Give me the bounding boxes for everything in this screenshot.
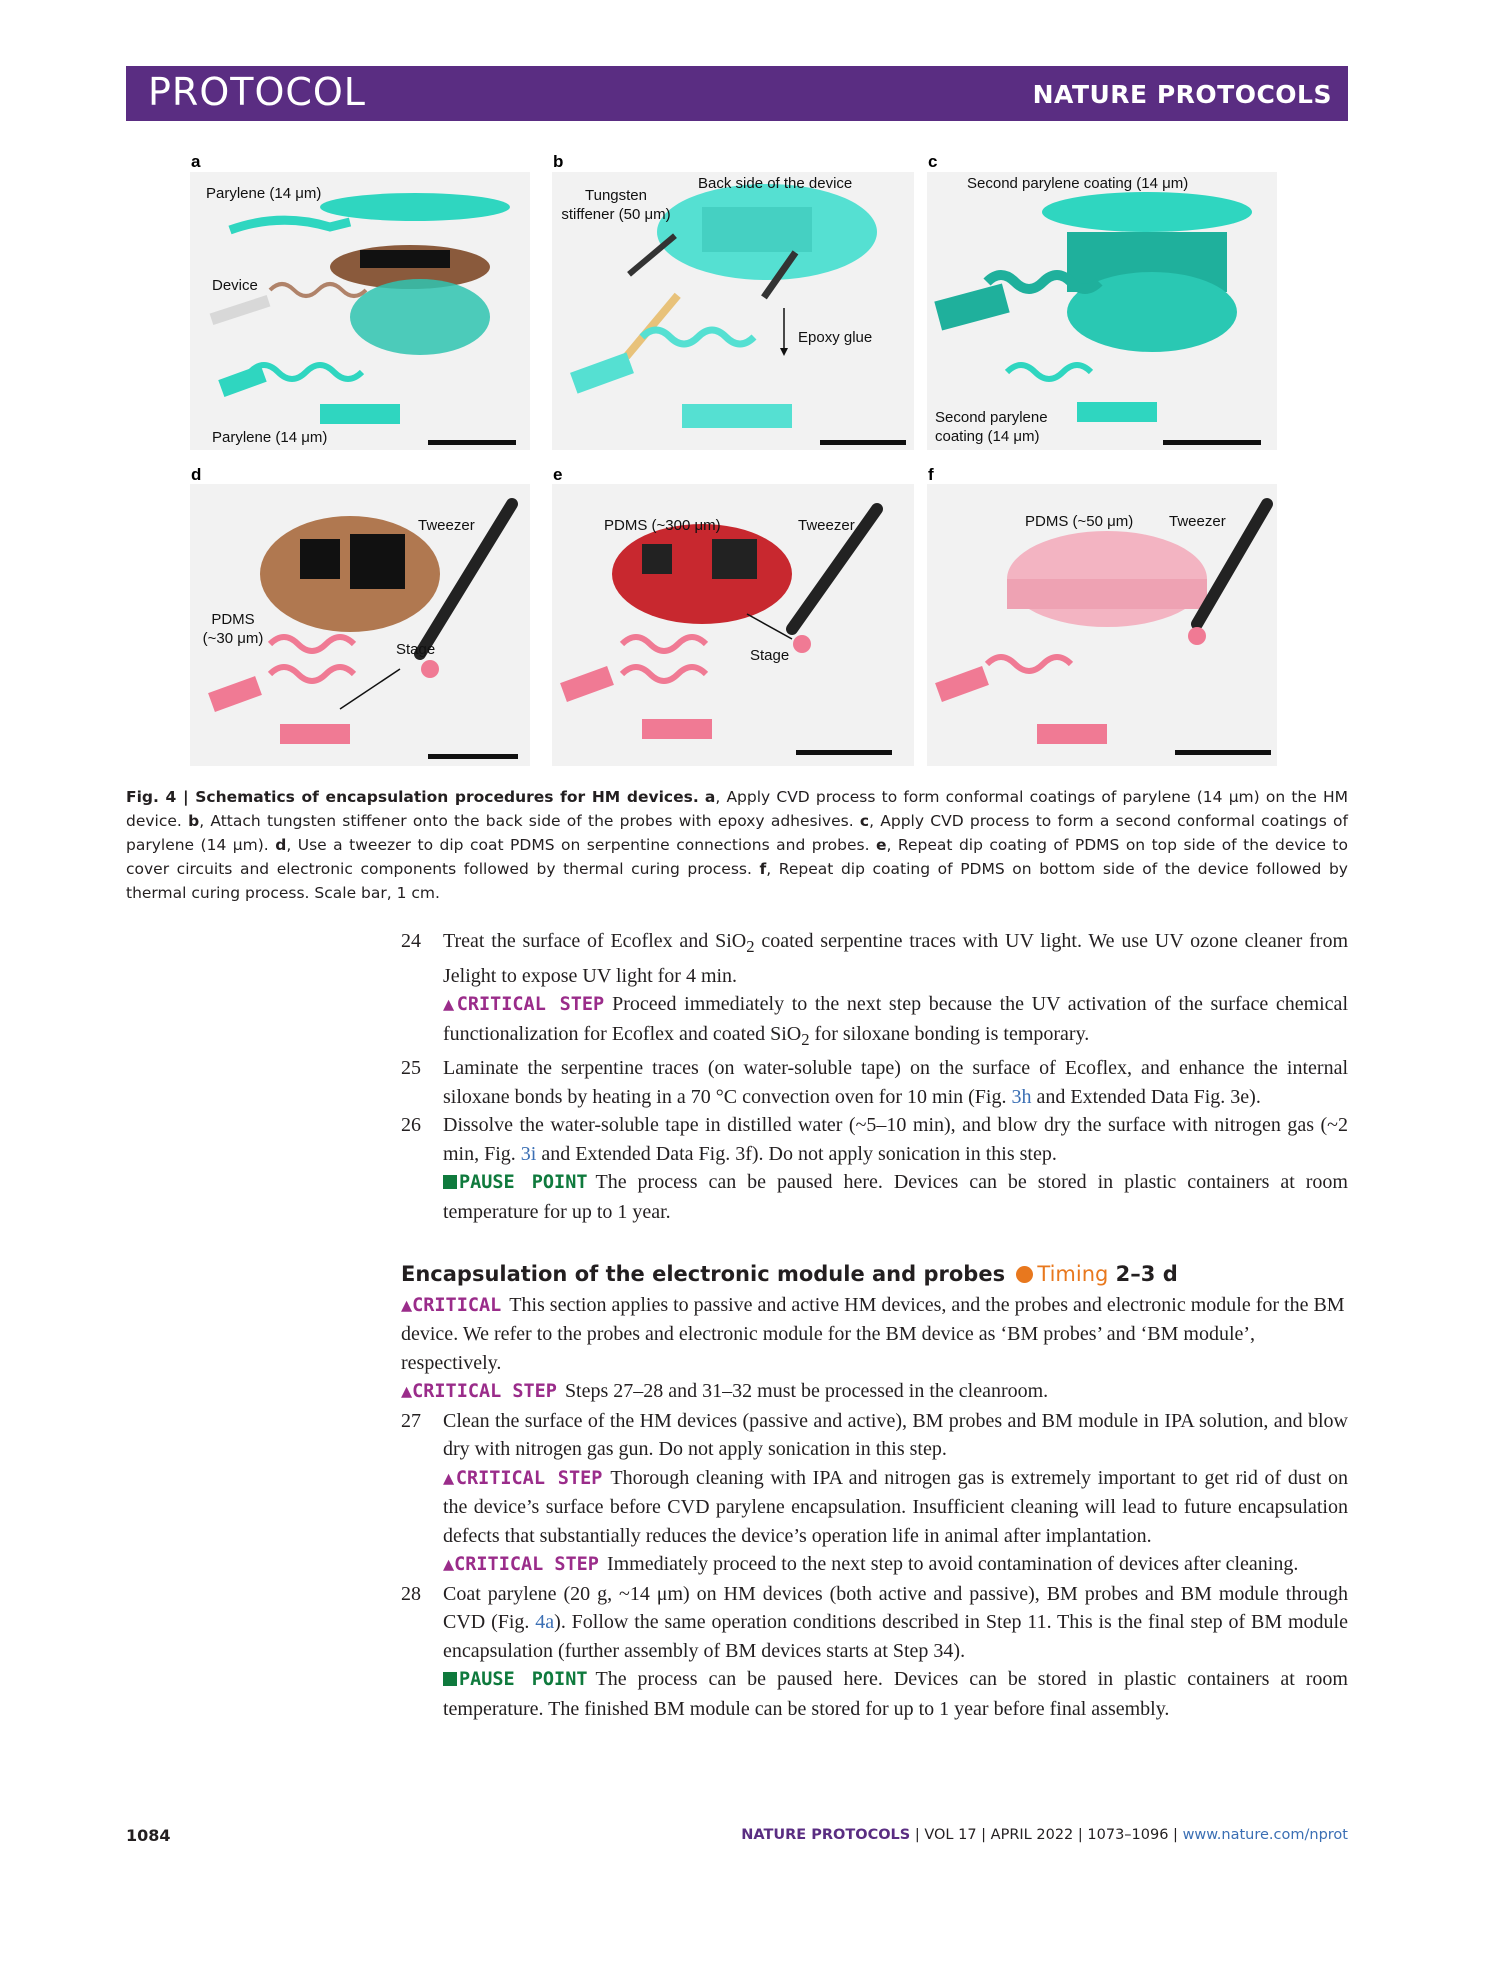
note-subscript: 2 <box>801 1029 810 1049</box>
step-number: 26 <box>401 1114 421 1136</box>
caption-f-text: , Repeat dip coating of PDMS on bottom side of the device followed by thermal curing process. Scale bar, 1 cm. <box>126 860 1348 902</box>
critical-text: This section applies to passive and active HM devices, and the probes and electronic module for the BM device. We refer to the probes and electronic module for the BM device as ‘BM probes’ and ‘BM module’, respectively. <box>401 1293 1345 1374</box>
caption-d-text: , Use a tweezer to dip coat PDMS on serpentine connections and probes. <box>286 836 870 854</box>
panel-a-letter: a <box>191 152 201 171</box>
panel-b-letter: b <box>553 152 564 171</box>
panel-e-label-stage: Stage <box>750 647 790 664</box>
panel-d-label-pdms-line2: (~30 μm) <box>202 630 264 647</box>
step-text: Clean the surface of the HM devices (passive and active), BM probes and BM module in IPA solution, and blow dry with nitrogen gas gun. Do not apply sonication in this step. <box>443 1409 1348 1460</box>
timing-value: 2–3 d <box>1115 1262 1178 1286</box>
step-text: ). Follow the same operation conditions described in Step 11. This is the final step of BM module encapsulation (further assembly of BM devices starts at Step 34). <box>443 1611 1348 1662</box>
step-text: Treat the surface of Ecoflex and SiO <box>443 930 747 952</box>
caption-e-letter: e <box>876 836 887 854</box>
footer-sep: | <box>1073 1827 1088 1843</box>
panel-b-label-epoxy: Epoxy glue <box>798 329 873 346</box>
panel-d-label-stage: Stage <box>396 641 436 658</box>
panel-f-letter: f <box>928 465 934 484</box>
footer-volume: VOL 17 <box>924 1827 977 1843</box>
panel-a <box>190 172 530 450</box>
step-text: Coat parylene (20 g, ~14 μm) on HM devices (both active and passive), BM probes and BM module through CVD (Fig. <box>443 1582 1348 1633</box>
step-number: 28 <box>401 1582 421 1605</box>
steps-top <box>401 927 1348 1723</box>
caption-b-text: , Attach tungsten stiffener onto the back side of the probes with epoxy adhesives. <box>199 812 854 830</box>
panel-c-label-bottom <box>935 408 1048 446</box>
caption-c-text: , Apply CVD process to form a second conformal coatings of parylene (14 μm). <box>126 812 1348 854</box>
header-bar <box>126 66 1348 121</box>
step-27 <box>401 1407 1348 1464</box>
critical-step-note <box>401 1550 1348 1580</box>
step-text: and Extended Data Fig. 3f). Do not apply sonication in this step. <box>536 1142 1057 1165</box>
step-number: 27 <box>401 1409 421 1432</box>
step-28 <box>401 1580 1348 1666</box>
panel-c <box>927 172 1277 450</box>
panel-d-letter: d <box>191 465 202 484</box>
panel-e <box>552 484 914 766</box>
panel-c-scalebar <box>1163 440 1261 445</box>
panel-a-label-device: Device <box>212 277 258 294</box>
panel-e-label-pdms: PDMS (~300 μm) <box>604 517 721 534</box>
caption-a-text: , Apply CVD process to form conformal coatings of parylene (14 μm) on the HM device. <box>126 788 1348 830</box>
caption-b-letter: b <box>188 812 200 830</box>
panel-c-label-bottom-line1: Second parylene <box>935 409 1048 426</box>
panel-b-scalebar <box>820 440 906 445</box>
panel-d-scalebar <box>428 754 518 759</box>
panel-c-label-top: Second parylene coating (14 μm) <box>967 175 1189 192</box>
panel-f <box>927 484 1277 766</box>
panel-a-label-top: Parylene (14 μm) <box>206 185 322 202</box>
critical-step-tag: ▲CRITICAL STEP <box>443 994 605 1015</box>
footer-sep: | <box>910 1827 925 1843</box>
pause-point-note <box>401 1665 1348 1723</box>
panel-c-label-bottom-line2: coating (14 μm) <box>935 428 1040 445</box>
critical-step-text: Steps 27–28 and 31–32 must be processed in the cleanroom. <box>564 1380 1049 1402</box>
fig-link-3h[interactable]: 3h <box>1011 1085 1032 1108</box>
caption-d-letter: d <box>275 836 287 854</box>
panel-a-label-bottom: Parylene (14 μm) <box>212 429 328 446</box>
panel-a-scalebar <box>428 440 516 445</box>
section-heading <box>401 1260 1348 1289</box>
panel-f-label-pdms: PDMS (~50 μm) <box>1025 513 1134 530</box>
pause-point-tag: PAUSE POINT <box>459 1669 588 1690</box>
panel-e-label-tweezer: Tweezer <box>798 517 855 534</box>
footer-sep: | <box>976 1827 991 1843</box>
footer-date: APRIL 2022 <box>990 1827 1074 1843</box>
footer-url[interactable]: www.nature.com/nprot <box>1182 1827 1348 1843</box>
caption-a-letter: a <box>704 788 716 806</box>
critical-step-tag: ▲CRITICAL STEP <box>443 1467 603 1489</box>
timing-label: Timing <box>1037 1262 1109 1286</box>
panel-b <box>552 172 914 450</box>
journal-name: NATURE PROTOCOLS <box>1032 80 1332 109</box>
section-critical-step <box>401 1377 1348 1407</box>
step-text: Dissolve the water-soluble tape in distilled water (~5–10 min), and blow dry the surface with nitrogen gas (~2 min, Fig. <box>443 1114 1348 1165</box>
pause-square-icon <box>443 1672 457 1686</box>
fig-link-4a[interactable]: 4a <box>535 1611 555 1633</box>
pause-point-tag: PAUSE POINT <box>459 1172 588 1193</box>
footer-journal: NATURE PROTOCOLS <box>741 1827 911 1843</box>
note-text: Thorough cleaning with IPA and nitrogen gas is extremely important to get rid of dust on the device’s surface before CVD parylene encapsulation. Insufficient cleaning will lead to future encapsulation defects that substantially reduces the device’s operation life in animal after implantation. <box>443 1466 1348 1547</box>
step-text: and Extended Data Fig. 3e). <box>1031 1085 1261 1108</box>
note-text: Immediately proceed to the next step to avoid contamination of devices after cleaning. <box>606 1553 1299 1575</box>
caption-title: Fig. 4 | Schematics of encapsulation procedures for HM devices. <box>126 788 699 806</box>
panel-c-letter: c <box>928 152 938 171</box>
panel-e-letter: e <box>553 465 563 484</box>
panel-b-label-tungsten-line1: Tungsten <box>585 187 647 204</box>
note-text: The process can be paused here. Devices can be stored in plastic containers at room temperature for up to 1 year. <box>443 1171 1348 1223</box>
panel-d-label-pdms-line1: PDMS <box>211 611 255 628</box>
critical-step-note <box>401 1464 1348 1551</box>
caption-f-letter: f <box>759 860 767 878</box>
panel-b-label-tungsten-line2: stiffener (50 μm) <box>561 206 671 223</box>
page-number: 1084 <box>126 1826 171 1845</box>
pause-point-note <box>401 1168 1348 1226</box>
note-text: Proceed immediately to the next step because the UV activation of the surface chemical functionalization for Ecoflex and coated SiO <box>443 993 1348 1045</box>
panel-d-label-tweezer: Tweezer <box>418 517 475 534</box>
panel-b-arrow <box>552 172 914 450</box>
fig-link-3i[interactable]: 3i <box>520 1142 537 1165</box>
step-text: coated serpentine traces with UV light. We use UV ozone cleaner from Jelight to expose UV light for 4 min. <box>443 930 1349 987</box>
footer-citation <box>741 1827 1348 1843</box>
footer-sep: | <box>1168 1827 1183 1843</box>
step-number: 25 <box>401 1057 421 1079</box>
caption-c-letter: c <box>859 812 870 830</box>
footer-pages: 1073–1096 <box>1087 1827 1169 1843</box>
panel-d-label-pdms <box>198 610 268 648</box>
note-text: for siloxane bonding is temporary. <box>809 1022 1090 1045</box>
note-text: The process can be paused here. Devices can be stored in plastic containers at room temperature. The finished BM module can be stored for up to 1 year before final assembly. <box>443 1668 1348 1720</box>
section-label: PROTOCOL <box>148 70 366 114</box>
critical-step-tag: ▲CRITICAL STEP <box>443 1554 599 1575</box>
step-number: 24 <box>401 930 421 952</box>
panel-e-scalebar <box>796 750 892 755</box>
step-subscript: 2 <box>746 937 755 956</box>
caption-e-text: , Repeat dip coating of PDMS on top side of the device to cover circuits and electronic components followed by thermal curing process. <box>126 836 1348 878</box>
panel-f-label-tweezer: Tweezer <box>1169 513 1226 530</box>
figure-caption <box>126 785 1348 905</box>
panel-b-label-back: Back side of the device <box>698 175 853 192</box>
panel-f-scalebar <box>1175 750 1271 755</box>
section-critical <box>401 1291 1348 1378</box>
panel-d <box>190 484 530 766</box>
step-25 <box>401 1054 1348 1111</box>
critical-step-note <box>401 990 1348 1054</box>
timing-dot-icon <box>1016 1266 1033 1283</box>
step-24 <box>401 927 1348 990</box>
panel-a-illustration <box>190 172 530 450</box>
section-title: Encapsulation of the electronic module and probes <box>401 1262 1006 1286</box>
step-26 <box>401 1111 1348 1168</box>
critical-step-tag: ▲CRITICAL STEP <box>401 1381 557 1402</box>
pause-square-icon <box>443 1175 457 1189</box>
critical-tag: ▲CRITICAL <box>401 1294 502 1316</box>
step-text: Laminate the serpentine traces (on water-soluble tape) on the surface of Ecoflex, and enhance the internal siloxane bonds by heating in a 70 °C convection oven for 10 min (Fig. <box>443 1057 1348 1108</box>
